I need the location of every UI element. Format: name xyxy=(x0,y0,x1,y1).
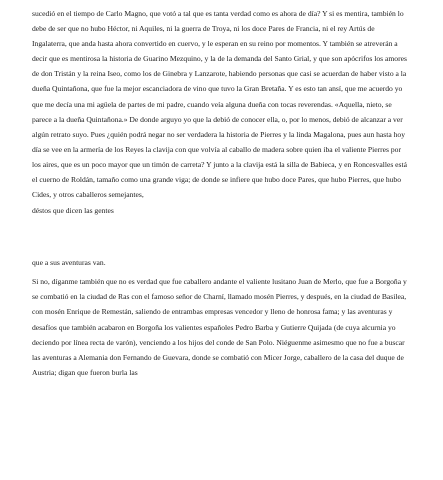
paragraph: Si no, díganme también que no es verdad que fue caballero andante el valiente lusitano Juan de Merlo, que fue a Borgoña y se combatió en la ciudad de Ras con el famoso señor de Charní, llamado mosén Pierres, y después, en la ciudad de Basilea, con mosén Enrique de Remestán, saliendo de entrambas empresas vencedor y lleno de honrosa fama; y las aventuras y desafíos que también acabaron en Borgoña los valientes españoles Pedro Barba y Gutierre Quijada (de cuya alcurnia yo deciendo por línea recta de varón), venciendo a los hijos del conde de San Polo. Niéguenme asimesmo que no fue a buscar las aventuras a Alemania don Fernando de Guevara, donde se combatió con Micer Jorge, caballero de la casa del duque de Austria; digan que fueron burla las xyxy=(32,277,407,377)
verse-line: que a sus aventuras van. xyxy=(32,258,106,268)
paragraph: sucedió en el tiempo de Carlo Magno, que votó a tal que es tanta verdad como es ahora de día? Y si es mentira, también lo debe de ser que no hubo Héctor, ni Aquiles, ni la guerra de Troya, ni los doce Pares de Francia, ni el rey Artús de Ingalaterra, que anda hasta ahora convertido en cuervo, y le esperan en su reino por momentos. Y también se atreverán a decir que es mentirosa la historia de Guarino Mezquino, y la de la demanda del Santo Grial, y que son apócrifos los amores de don Tristán y la reina Iseo, como los de Ginebra y Lanzarote, habiendo personas que casi se acuerdan de haber visto a la dueña Quintañona, que fue la mejor escanciadora de vino que tuvo la Gran Bretaña. Y es esto tan ansí, que me acuerdo yo que me decía una mi agüela de partes de mi padre, cuando veía alguna dueña con tocas reverendas. «Aquella, nieto, se parece a la dueña Quintañona.» De donde arguyo yo que la debió de conocer ella, o, por lo menos, debió de alcanzar a ver algún retrato suyo. Pues ¿quién podrá negar no ser verdadera la historia de Pierres y la linda Magalona, pues aun hasta hoy día se vee en la armería de los Reyes la clavija con que volvía al caballo de madera sobre quien iba el valiente Pierres por los aires, que es un poco mayor que un timón de carreta? Y junto a la clavija está la silla de Babieca, y en Roncesvalles está el cuerno de Roldán, tamaño como una grande viga; de donde se infiere que hubo doce Pares, que hubo Pierres, que hubo Cides, y otros caballeros semejantes, xyxy=(32,9,407,200)
verse-line: déstos que dicen las gentes xyxy=(32,206,114,216)
